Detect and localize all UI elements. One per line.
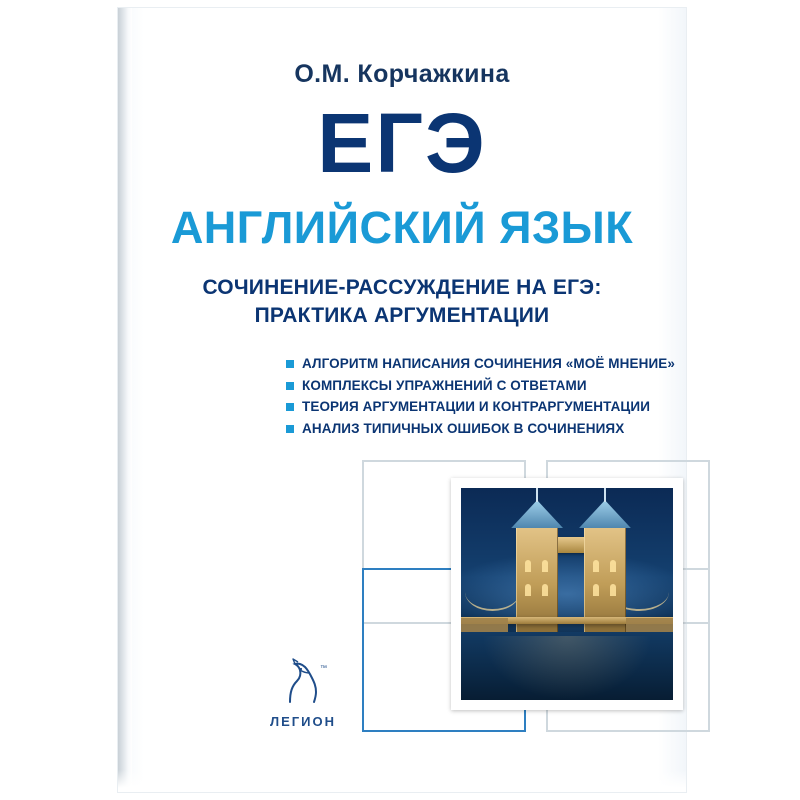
tower-roof (511, 500, 563, 528)
cover-bottom-fade (118, 770, 686, 792)
tower-roof (579, 500, 631, 528)
tower-window (593, 584, 599, 596)
tower-window (525, 560, 531, 572)
bridge-tower-right (584, 526, 626, 632)
tower-window (542, 584, 548, 596)
tower-window (593, 560, 599, 572)
cover-subtitle-line1: СОЧИНЕНИЕ-РАССУЖДЕНИЕ НА ЕГЭ: (202, 276, 602, 299)
subject-title: АНГЛИЙСКИЙ ЯЗЫК (170, 202, 634, 253)
list-item (286, 356, 706, 372)
svg-text:™: ™ (320, 665, 327, 672)
bullet-square-icon (286, 360, 294, 368)
tower-window (525, 584, 531, 596)
exam-title: ЕГЭ (317, 96, 487, 190)
tower-window (610, 560, 616, 572)
publisher-logo (257, 656, 349, 729)
feature-label: АЛГОРИТМ НАПИСАНИЯ СОЧИНЕНИЯ «МОЁ МНЕНИЕ» (302, 356, 675, 371)
tower-bridge-image (461, 488, 673, 700)
tower-window (542, 560, 548, 572)
publisher-name: ЛЕГИОН (269, 714, 336, 729)
tower-spire (536, 488, 538, 502)
bridge-side-span (626, 618, 673, 632)
bullet-square-icon (286, 382, 294, 390)
cover-spine-shadow (118, 8, 128, 792)
author-name: О.М. Корчажкина (294, 60, 510, 88)
bridge-side-span (461, 618, 508, 632)
feature-list (286, 356, 706, 442)
bridge-tower-left (516, 526, 558, 632)
tower-spire (604, 488, 606, 502)
horse-logo-icon (276, 656, 330, 710)
cover-subtitle-line2: ПРАКТИКА АРГУМЕНТАЦИИ (254, 304, 550, 328)
list-item (286, 378, 706, 394)
cover-subtitle (118, 274, 686, 331)
tower-window (610, 584, 616, 596)
feature-label: АНАЛИЗ ТИПИЧНЫХ ОШИБОК В СОЧИНЕНИЯХ (302, 420, 625, 436)
list-item (286, 399, 706, 415)
water-reflection (482, 636, 652, 700)
cover-photo (451, 478, 683, 710)
suspension-cable (465, 573, 520, 611)
bullet-square-icon (286, 403, 294, 411)
feature-label: КОМПЛЕКСЫ УПРАЖНЕНИЙ С ОТВЕТАМИ (302, 377, 587, 393)
list-item (286, 421, 706, 437)
book-cover (118, 8, 686, 792)
bullet-square-icon (286, 425, 294, 433)
feature-label: ТЕОРИЯ АРГУМЕНТАЦИИ И КОНТРАРГУМЕНТАЦИИ (302, 399, 651, 415)
